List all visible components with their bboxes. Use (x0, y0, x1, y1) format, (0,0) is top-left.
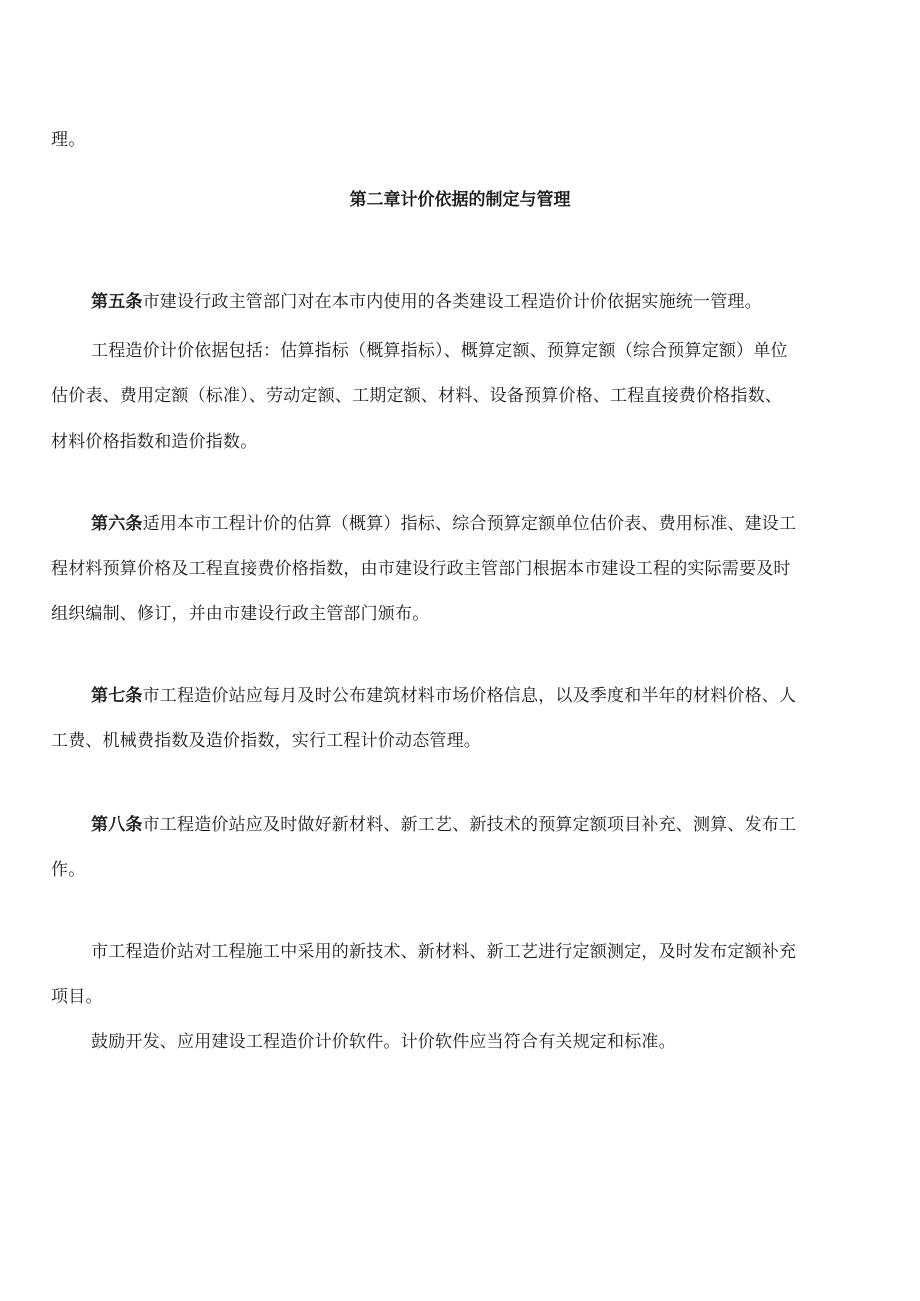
article-7-line-1 (91, 684, 796, 708)
article-7-label: 第七条 (91, 686, 143, 706)
article-8-para2-line-2: 项目。 (51, 987, 103, 1007)
article-5-para2-line-2: 估价表、费用定额（标准）、劳动定额、工期定额、材料、设备预算价格、工程直接费价格指数、 (51, 386, 783, 406)
article-5-text: 市建设行政主管部门对在本市内使用的各类建设工程造价计价依据实施统一管理。 (142, 292, 762, 312)
chapter-title: 第二章计价依据的制定与管理 (349, 190, 571, 210)
article-5-para2-line-3: 材料价格指数和造价指数。 (51, 432, 258, 452)
article-5-line-1 (91, 290, 762, 314)
article-8-line-2: 作。 (51, 860, 86, 880)
article-8-text: 市工程造价站应及时做好新材料、新工艺、新技术的预算定额项目补充、测算、发布工 (142, 815, 797, 835)
article-5-label: 第五条 (91, 292, 143, 312)
article-6-text: 适用本市工程计价的估算（概算）指标、综合预算定额单位估价表、费用标准、建设工 (142, 514, 797, 534)
article-7-text: 市工程造价站应每月及时公布建筑材料市场价格信息，以及季度和半年的材料价格、人 (142, 686, 797, 706)
article-5-para2-line-1: 工程造价计价依据包括：估算指标（概算指标）、概算定额、预算定额（综合预算定额）单位 (91, 341, 788, 361)
continuation-text: 理。 (51, 130, 86, 150)
article-7-line-2: 工费、机械费指数及造价指数，实行工程计价动态管理。 (51, 731, 481, 751)
article-8-label: 第八条 (91, 815, 143, 835)
article-6-line-2: 程材料预算价格及工程直接费价格指数，由市建设行政主管部门根据本市建设工程的实际需要及时 (51, 559, 791, 579)
article-8-line-1 (91, 813, 796, 837)
article-8-para2-line-1: 市工程造价站对工程施工中采用的新技术、新材料、新工艺进行定额测定，及时发布定额补充 (91, 942, 797, 962)
article-8-para3-line-1: 鼓励开发、应用建设工程造价计价软件。计价软件应当符合有关规定和标准。 (91, 1032, 676, 1052)
article-6-line-3: 组织编制、修订，并由市建设行政主管部门颁布。 (51, 604, 430, 624)
article-6-line-1 (91, 512, 796, 536)
article-6-label: 第六条 (91, 514, 143, 534)
